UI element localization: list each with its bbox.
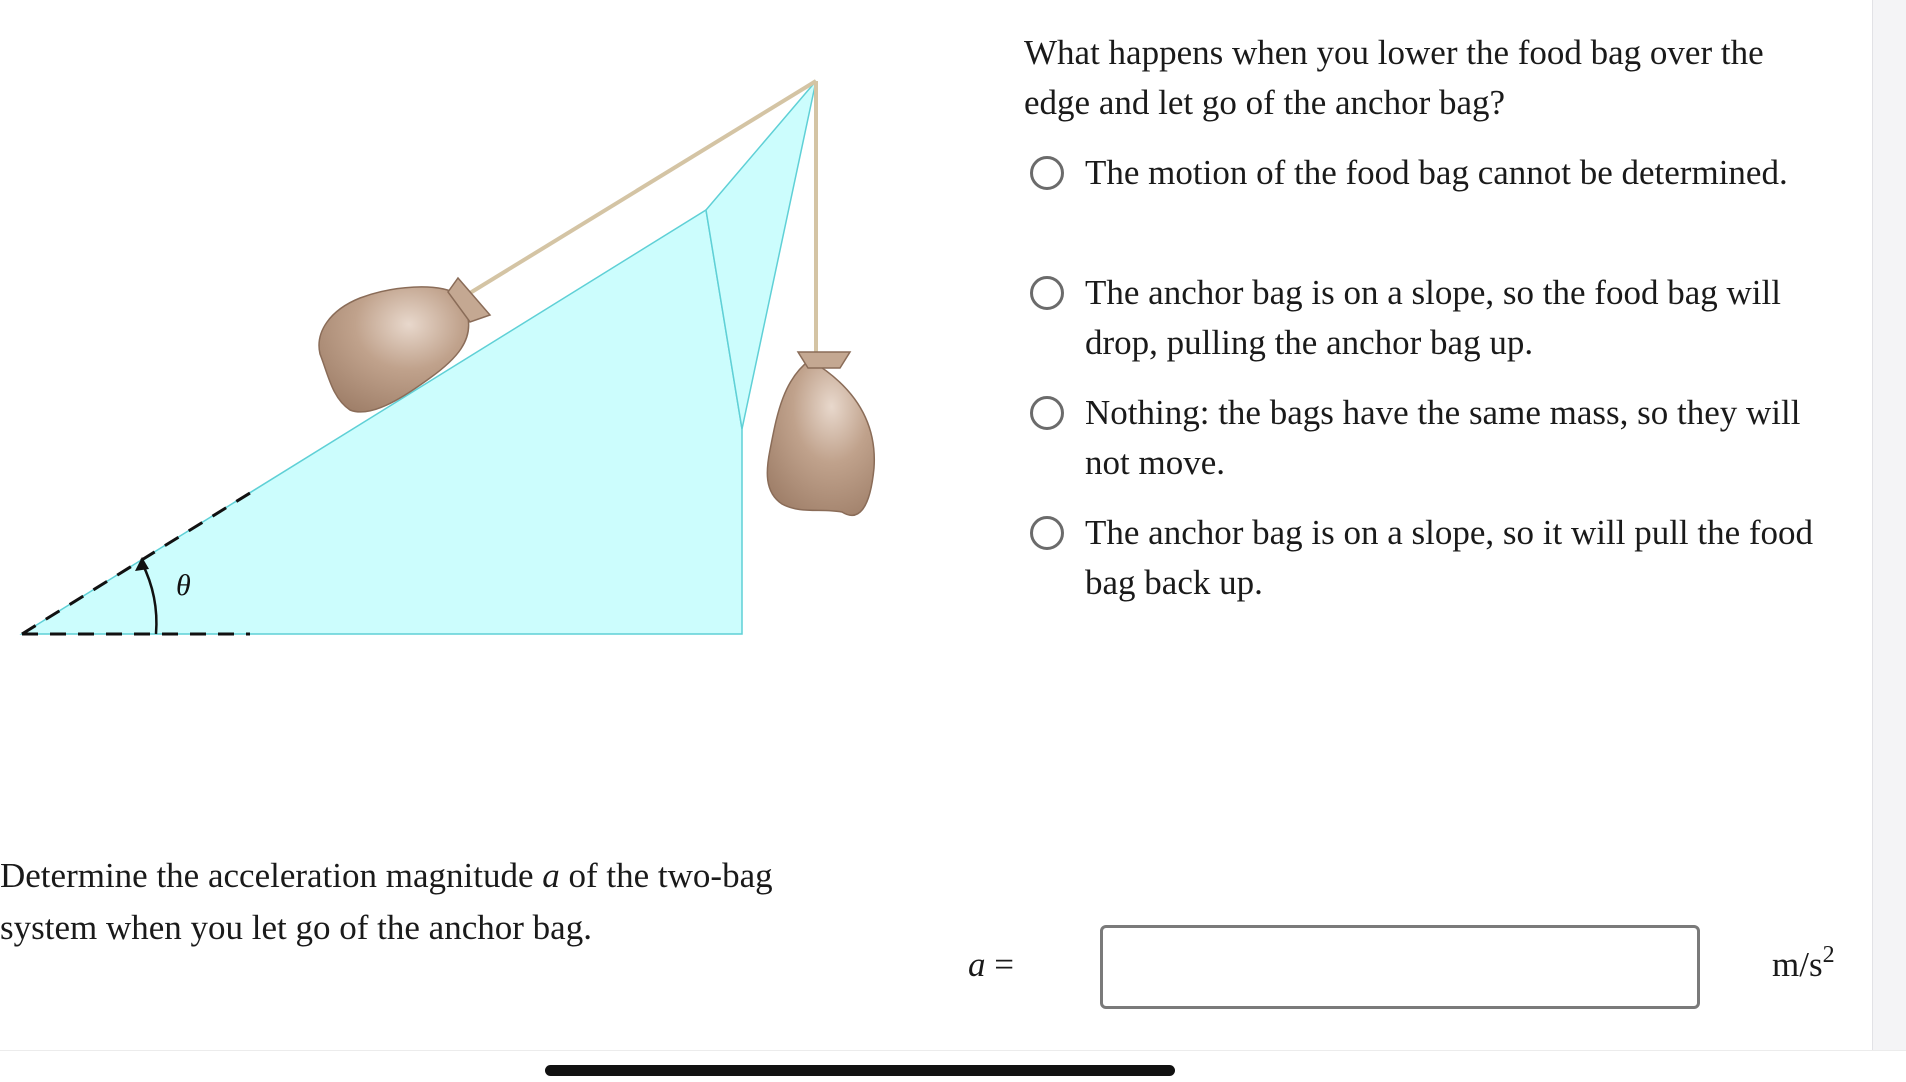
acceleration-prompt xyxy=(0,850,820,954)
option-label: Nothing: the bags have the same mass, so they will not move. xyxy=(1085,393,1801,482)
unit-label xyxy=(1772,940,1835,990)
equals-sign: = xyxy=(985,945,1014,984)
option-nothing[interactable] xyxy=(1030,388,1850,508)
home-indicator[interactable] xyxy=(545,1065,1175,1076)
equation-label xyxy=(968,940,1014,990)
slope-diagram xyxy=(0,60,900,660)
incline-surface xyxy=(22,210,742,634)
option-anchor-pulls-up[interactable] xyxy=(1030,508,1850,628)
option-label: The anchor bag is on a slope, so the food bag will drop, pulling the anchor bag up. xyxy=(1085,273,1781,362)
radio-button[interactable] xyxy=(1030,516,1064,550)
radio-button[interactable] xyxy=(1030,396,1064,430)
acceleration-input[interactable] xyxy=(1100,925,1700,1009)
answer-variable: a xyxy=(968,945,986,984)
scroll-rail[interactable] xyxy=(1872,0,1906,1050)
question-text: What happens when you lower the food bag over the edge and let go of the anchor bag? xyxy=(1024,33,1764,122)
food-bag xyxy=(767,352,874,515)
bottom-divider xyxy=(0,1050,1906,1051)
unit-base: m/s xyxy=(1772,945,1823,984)
radio-button[interactable] xyxy=(1030,156,1064,190)
option-undetermined[interactable] xyxy=(1030,148,1850,268)
angle-label: θ xyxy=(176,569,191,602)
option-label: The motion of the food bag cannot be determined. xyxy=(1085,153,1788,192)
option-label: The anchor bag is on a slope, so it will pull the food bag back up. xyxy=(1085,513,1814,602)
radio-button[interactable] xyxy=(1030,276,1064,310)
unit-exponent: 2 xyxy=(1822,942,1835,968)
prompt-text-after: of the two-bag system when you let go of the anchor bag. xyxy=(0,856,773,947)
prompt-variable: a xyxy=(542,856,560,895)
answer-options xyxy=(1030,148,1850,628)
option-food-bag-drops[interactable] xyxy=(1030,268,1850,388)
prompt-text-before: Determine the acceleration magnitude xyxy=(0,856,543,895)
